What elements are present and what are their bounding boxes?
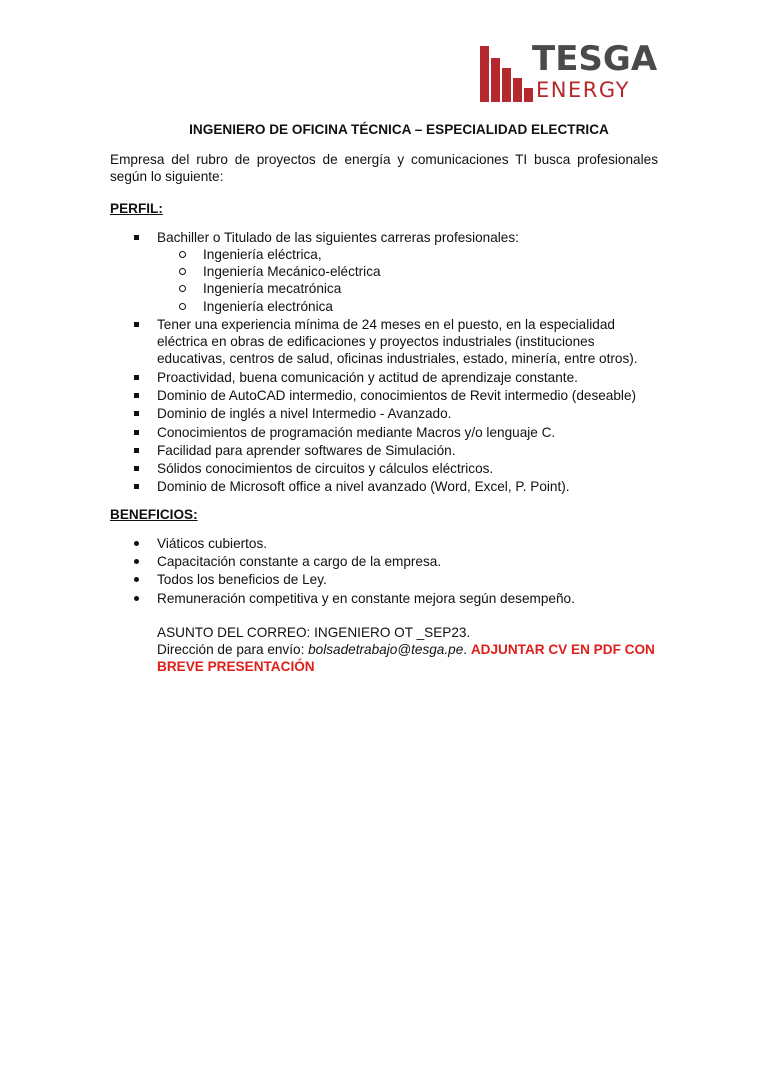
circle-bullet-icon [179,285,186,292]
square-bullet-icon [134,235,139,240]
document-body [110,121,658,676]
perfil-item: Facilidad para aprender softwares de Simulación. [110,442,658,459]
square-bullet-icon [134,393,139,398]
circle-bullet-icon [179,268,186,275]
cta-text: ADJUNTAR CV EN PDF CON BREVE PRESENTACIÓN [157,642,655,675]
career-item: Ingeniería Mecánico-eléctrica [110,263,658,280]
beneficio-item: Capacitación constante a cargo de la empresa. [110,553,658,570]
perfil-list [110,229,658,496]
send-instructions: Dirección de para envío: bolsadetrabajo@tesga.pe. ADJUNTAR CV EN PDF CON BREVE PRESENTACIÓN [157,642,655,675]
career-item: Ingeniería eléctrica, [110,246,658,263]
dot-bullet-icon [134,541,139,546]
square-bullet-icon [134,484,139,489]
intro-paragraph: Empresa del rubro de proyectos de energía y comunicaciones TI busca profesionales según lo siguiente: [110,152,658,185]
careers-list [157,246,658,315]
perfil-item: Dominio de Microsoft office a nivel avanzado (Word, Excel, P. Point). [110,478,658,495]
perfil-item: Proactividad, buena comunicación y actitud de aprendizaje constante. [110,369,658,386]
perfil-item: Conocimientos de programación mediante Macros y/o lenguaje C. [110,424,658,441]
page-title: INGENIERO DE OFICINA TÉCNICA – ESPECIALIDAD ELECTRICA [189,122,609,137]
dot-bullet-icon [134,596,139,601]
company-logo [478,39,668,104]
email-address[interactable]: bolsadetrabajo@tesga.pe [308,642,464,658]
square-bullet-icon [134,411,139,416]
dot-bullet-icon [134,577,139,582]
career-item: Ingeniería mecatrónica [110,280,658,297]
circle-bullet-icon [179,303,186,310]
beneficio-item: Remuneración competitiva y en constante mejora según desempeño. [110,590,658,607]
contact-block [110,624,658,676]
dot-bullet-icon [134,559,139,564]
beneficio-item: Viáticos cubiertos. [110,535,658,552]
logo-name: TESGA [532,39,658,79]
beneficio-item: Todos los beneficios de Ley. [110,571,658,588]
square-bullet-icon [134,375,139,380]
email-subject: ASUNTO DEL CORREO: INGENIERO OT _SEP23. [157,624,471,640]
square-bullet-icon [134,430,139,435]
career-item: Ingeniería electrónica [110,298,658,315]
beneficios-list [110,535,658,607]
square-bullet-icon [134,322,139,327]
logo-sub: ENERGY [536,78,630,102]
beneficios-heading: BENEFICIOS: [110,506,198,522]
perfil-item: Bachiller o Titulado de las siguientes carreras profesionales: Ingeniería eléctrica, Ingeniería Mecánico-eléctrica Ingeniería mecatrónica Ingeniería electrónica [110,229,658,315]
square-bullet-icon [134,448,139,453]
logo-bars-icon [478,44,532,102]
perfil-item: Dominio de inglés a nivel Intermedio - Avanzado. [110,405,658,422]
square-bullet-icon [134,466,139,471]
perfil-item: Tener una experiencia mínima de 24 meses en el puesto, en la especialidad eléctrica en obras de edificaciones y proyectos industriales (instituciones educativas, centros de salud, oficinas industriales, estado, minería, entre otros). [110,316,658,368]
circle-bullet-icon [179,251,186,258]
perfil-item: Sólidos conocimientos de circuitos y cálculos eléctricos. [110,460,658,477]
perfil-heading: PERFIL: [110,200,163,216]
perfil-item: Dominio de AutoCAD intermedio, conocimientos de Revit intermedio (deseable) [110,387,658,404]
